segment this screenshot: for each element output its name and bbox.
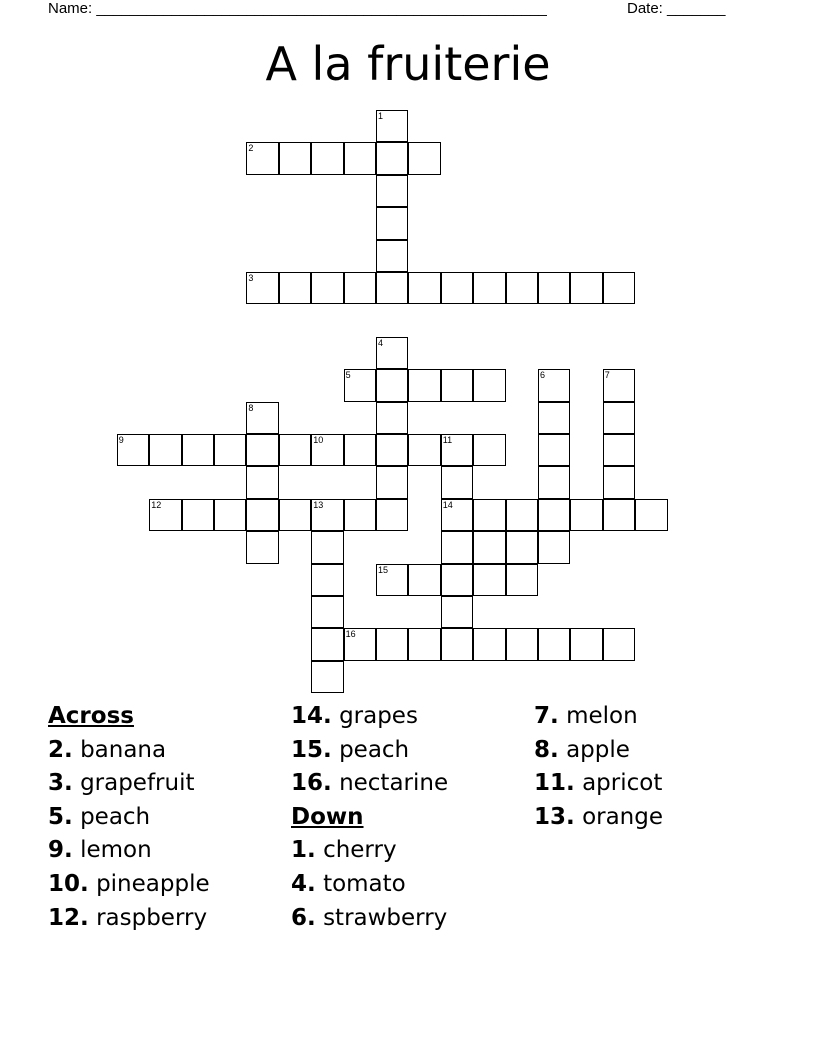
crossword-cell[interactable] — [441, 434, 473, 466]
crossword-cell[interactable] — [473, 369, 505, 401]
cell-number: 11 — [442, 435, 453, 445]
crossword-cell[interactable] — [311, 564, 343, 596]
crossword-cell[interactable] — [473, 628, 505, 660]
clue-text: nectarine — [339, 770, 449, 797]
crossword-cell[interactable] — [311, 499, 343, 531]
crossword-cell[interactable] — [441, 596, 473, 628]
crossword-cell[interactable] — [570, 272, 602, 304]
cell-number: 3 — [248, 273, 254, 283]
crossword-cell[interactable] — [538, 272, 570, 304]
crossword-cell[interactable] — [376, 564, 408, 596]
across-clue — [291, 767, 448, 801]
crossword-cell[interactable] — [117, 434, 149, 466]
crossword-cell[interactable] — [441, 531, 473, 563]
name-field[interactable]: Name: ______________________________________________________ — [48, 0, 547, 17]
crossword-cell[interactable] — [506, 628, 538, 660]
crossword-cell[interactable] — [603, 402, 635, 434]
crossword-cell[interactable] — [344, 142, 376, 174]
crossword-cell[interactable] — [408, 434, 440, 466]
crossword-cell[interactable] — [344, 272, 376, 304]
across-clue — [48, 834, 210, 868]
down-clue — [291, 834, 448, 868]
cell-number: 10 — [313, 435, 324, 445]
crossword-cell[interactable] — [441, 499, 473, 531]
clue-number: 2. — [48, 736, 73, 763]
clue-number: 3. — [48, 770, 73, 797]
crossword-cell[interactable] — [603, 466, 635, 498]
crossword-cell[interactable] — [376, 466, 408, 498]
down-clue — [291, 902, 448, 936]
crossword-cell[interactable] — [344, 434, 376, 466]
crossword-cell[interactable] — [279, 434, 311, 466]
clues-section — [48, 700, 788, 950]
crossword-cell[interactable] — [603, 369, 635, 401]
crossword-cell[interactable] — [441, 369, 473, 401]
crossword-cell[interactable] — [311, 661, 343, 693]
crossword-cell[interactable] — [538, 369, 570, 401]
across-clue — [291, 734, 448, 768]
crossword-cell[interactable] — [214, 434, 246, 466]
across-clue — [48, 868, 210, 902]
clue-number: 16. — [291, 770, 332, 797]
crossword-cell[interactable] — [635, 499, 667, 531]
cell-number: 9 — [118, 435, 124, 445]
clue-column-1 — [48, 700, 210, 935]
crossword-cell[interactable] — [376, 240, 408, 272]
clue-text: peach — [80, 803, 151, 830]
crossword-cell[interactable] — [246, 499, 278, 531]
crossword-cell[interactable] — [376, 175, 408, 207]
crossword-cell[interactable] — [376, 337, 408, 369]
crossword-cell[interactable] — [506, 564, 538, 596]
down-clue — [534, 767, 663, 801]
clue-text: strawberry — [323, 904, 448, 931]
clue-column-3 — [534, 700, 663, 834]
crossword-cell[interactable] — [538, 434, 570, 466]
clue-number: 7. — [534, 703, 559, 729]
clue-number: 9. — [48, 837, 73, 864]
clue-text: apple — [566, 736, 630, 763]
crossword-cell[interactable] — [344, 628, 376, 660]
crossword-cell[interactable] — [214, 499, 246, 531]
crossword-cell[interactable] — [376, 207, 408, 239]
crossword-cell[interactable] — [538, 531, 570, 563]
crossword-cell[interactable] — [182, 434, 214, 466]
crossword-cell[interactable] — [603, 628, 635, 660]
clue-text: grapefruit — [80, 770, 195, 797]
down-clue — [534, 734, 663, 768]
crossword-cell[interactable] — [570, 628, 602, 660]
cell-number: 6 — [540, 370, 546, 381]
clue-text: cherry — [323, 837, 397, 864]
across-heading — [48, 700, 210, 734]
crossword-cell[interactable] — [506, 272, 538, 304]
cell-number: 14 — [442, 499, 453, 510]
across-clue — [48, 734, 210, 768]
clue-number: 1. — [291, 837, 316, 864]
clue-text: lemon — [80, 837, 152, 864]
crossword-cell[interactable] — [473, 499, 505, 531]
crossword-cell[interactable] — [408, 628, 440, 660]
clue-text: pineapple — [96, 870, 210, 897]
page-title: A la fruiterie — [265, 37, 551, 91]
cell-number: 13 — [313, 499, 324, 510]
clue-number: 15. — [291, 736, 332, 763]
crossword-cell[interactable] — [376, 272, 408, 304]
crossword-cell[interactable] — [279, 272, 311, 304]
crossword-cell[interactable] — [441, 272, 473, 304]
crossword-cell[interactable] — [246, 466, 278, 498]
clue-text: apricot — [582, 770, 663, 797]
crossword-cell[interactable] — [473, 272, 505, 304]
crossword-cell[interactable] — [376, 369, 408, 401]
crossword-cell[interactable] — [408, 564, 440, 596]
crossword-cell[interactable] — [311, 628, 343, 660]
crossword-cell[interactable] — [246, 531, 278, 563]
clue-number: 12. — [48, 904, 89, 931]
clue-text: banana — [80, 736, 167, 763]
crossword-cell[interactable] — [376, 499, 408, 531]
cell-number: 5 — [345, 370, 351, 381]
crossword-cell[interactable] — [246, 434, 278, 466]
clue-number: 13. — [534, 803, 575, 830]
crossword-cell[interactable] — [603, 434, 635, 466]
clue-text: tomato — [323, 870, 406, 897]
crossword-cell[interactable] — [441, 628, 473, 660]
clue-number: 10. — [48, 870, 89, 897]
cell-number: 12 — [151, 499, 162, 510]
across-clue — [48, 902, 210, 936]
crossword-cell[interactable] — [506, 531, 538, 563]
across-clue — [48, 767, 210, 801]
crossword-cell[interactable] — [376, 142, 408, 174]
clue-number: 6. — [291, 904, 316, 931]
across-clue — [48, 801, 210, 835]
down-heading — [291, 801, 448, 835]
clue-text: melon — [566, 703, 638, 729]
clue-text: peach — [339, 736, 410, 763]
crossword-cell[interactable] — [149, 434, 181, 466]
cell-number: 1 — [378, 111, 384, 121]
down-clue — [291, 868, 448, 902]
crossword-cell[interactable] — [473, 564, 505, 596]
crossword-cell[interactable] — [441, 466, 473, 498]
crossword-cell[interactable] — [344, 369, 376, 401]
down-heading-text: Down — [291, 803, 364, 830]
crossword-cell[interactable] — [311, 434, 343, 466]
crossword-cell[interactable] — [376, 402, 408, 434]
cell-number: 8 — [248, 402, 254, 413]
clue-number: 5. — [48, 803, 73, 830]
cell-number: 2 — [248, 143, 254, 154]
crossword-cell[interactable] — [311, 142, 343, 174]
down-clue — [534, 801, 663, 835]
clue-text: orange — [582, 803, 664, 830]
crossword-cell[interactable] — [376, 434, 408, 466]
crossword-cell[interactable] — [570, 499, 602, 531]
crossword-cell[interactable] — [279, 499, 311, 531]
crossword-cell[interactable] — [311, 531, 343, 563]
crossword-cell[interactable] — [408, 142, 440, 174]
crossword-cell[interactable] — [149, 499, 181, 531]
crossword-cell[interactable] — [311, 596, 343, 628]
crossword-cell[interactable] — [473, 531, 505, 563]
crossword-cell[interactable] — [246, 272, 278, 304]
crossword-cell[interactable] — [279, 142, 311, 174]
cell-number: 16 — [345, 629, 356, 640]
crossword-cell[interactable] — [538, 628, 570, 660]
crossword-cell[interactable] — [603, 499, 635, 531]
clue-text: raspberry — [96, 904, 208, 931]
crossword-cell[interactable] — [408, 369, 440, 401]
crossword-cell[interactable] — [441, 564, 473, 596]
clue-number: 14. — [291, 703, 332, 729]
clue-number: 11. — [534, 770, 575, 797]
crossword-cell[interactable] — [538, 499, 570, 531]
down-clue — [534, 700, 663, 734]
cell-number: 15 — [378, 564, 389, 575]
crossword-cell[interactable] — [603, 272, 635, 304]
crossword-cell[interactable] — [473, 434, 505, 466]
crossword-cell[interactable] — [182, 499, 214, 531]
crossword-cell[interactable] — [376, 110, 408, 142]
crossword-cell[interactable] — [538, 402, 570, 434]
clue-text: grapes — [339, 703, 418, 729]
crossword-cell[interactable] — [311, 272, 343, 304]
crossword-cell[interactable] — [246, 402, 278, 434]
clue-column-2 — [291, 700, 448, 935]
date-field[interactable]: Date: _______ — [627, 0, 726, 17]
crossword-cell[interactable] — [376, 628, 408, 660]
clue-number: 4. — [291, 870, 316, 897]
crossword-cell[interactable] — [408, 272, 440, 304]
cell-number: 7 — [604, 370, 610, 381]
cell-number: 4 — [378, 337, 384, 348]
across-heading-text: Across — [48, 703, 134, 729]
crossword-cell[interactable] — [506, 499, 538, 531]
clue-number: 8. — [534, 736, 559, 763]
crossword-cell[interactable] — [246, 142, 278, 174]
crossword-cell[interactable] — [538, 466, 570, 498]
across-clue — [291, 700, 448, 734]
crossword-cell[interactable] — [344, 499, 376, 531]
